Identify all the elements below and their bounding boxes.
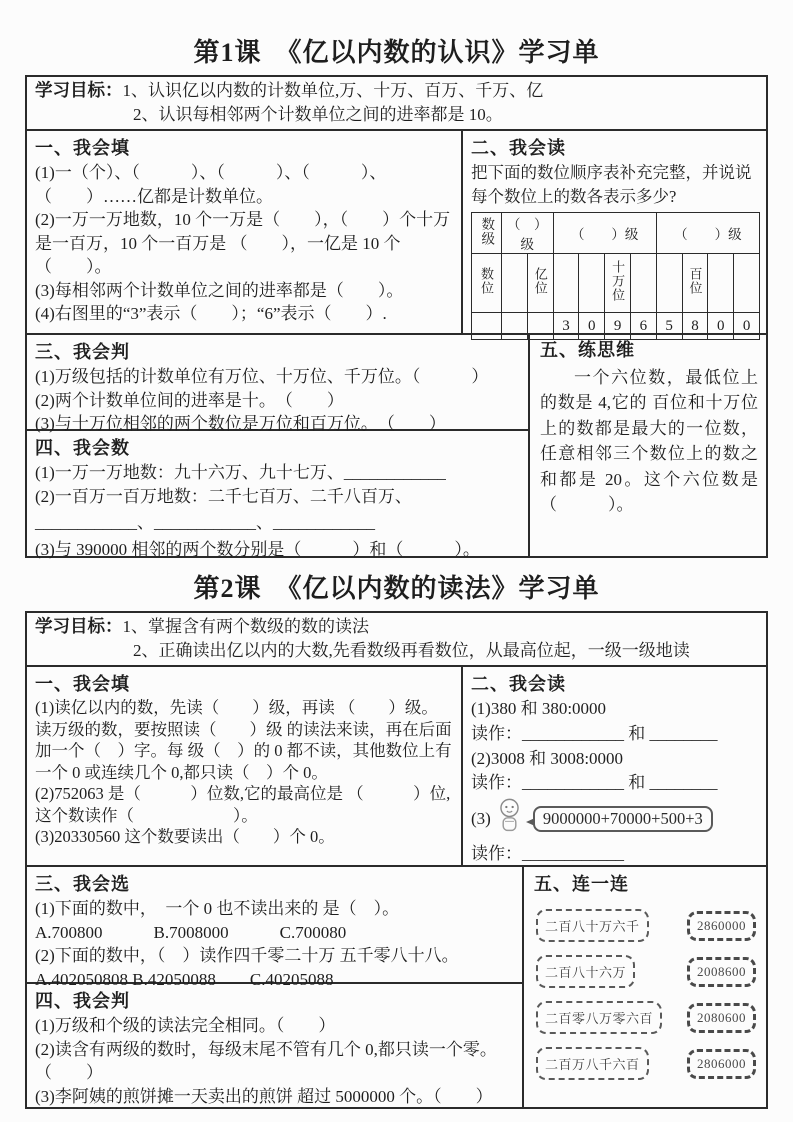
lesson2-left-column bbox=[27, 867, 524, 1107]
digit-cell: 9 bbox=[605, 313, 631, 340]
lesson1-section-read bbox=[463, 131, 766, 333]
choose-item: (1)下面的数中， 一个 0 也不读出来的 是（ ）。 bbox=[35, 899, 400, 918]
read-prompt: (1)380 和 380:0000 bbox=[471, 699, 607, 718]
read-prompt-bubble-row bbox=[471, 798, 760, 839]
lesson1-section-fill bbox=[27, 131, 463, 333]
read-intro: 把下面的数位顺序表补充完整，并说说每个数位上的数各表示多少? bbox=[471, 163, 752, 206]
goal-line bbox=[35, 79, 760, 103]
lesson2-section-choose bbox=[27, 867, 522, 989]
lesson2-title: 第2课 《亿以内数的读法》学习单 bbox=[193, 574, 600, 603]
match-row bbox=[536, 1001, 756, 1034]
count-item: (3)与 390000 相邻的两个数分别是（ ）和（ ）。 bbox=[35, 540, 480, 559]
lesson2-goals-box bbox=[25, 611, 768, 667]
lesson1-left-column bbox=[27, 335, 530, 559]
fill-item: (2)752063 是（ ）位数,它的最高位是 （ ）位,这个数读作（ ）。 bbox=[35, 784, 451, 825]
digit-cell: 0 bbox=[708, 313, 734, 340]
read-answer: 读作：____________ 和 ________ bbox=[471, 773, 718, 792]
match-number: 2008600 bbox=[687, 957, 756, 987]
match-number: 2806000 bbox=[687, 1049, 756, 1079]
fill-item: (3)20330560 这个数要读出（ ）个 0。 bbox=[35, 827, 335, 846]
position-cell bbox=[708, 254, 734, 313]
section-title: 三、我会判 bbox=[35, 342, 130, 362]
lesson1-row-bottom bbox=[27, 335, 766, 559]
level-cell: （ ）级 bbox=[502, 213, 554, 254]
fill-item: (1)读亿以内的数，先读（ ）级，再读 （ ）级。读万级的数，要按照读（ ）级 的读法来读，再在后面加一个（ ）字。每 级（ ）的 0 都不读，其他数位上有一个 0 或连续几个 0,都只读（ ）个 0。 bbox=[35, 698, 452, 782]
digit-cell: 0 bbox=[579, 313, 605, 340]
goal-text: 1、掌握含有两个数级的数的读法 bbox=[122, 617, 369, 636]
lesson1-grid bbox=[25, 131, 768, 558]
choose-item: (2)下面的数中，（ ）读作四千零二十万 五千零八十八。 bbox=[35, 946, 459, 965]
lesson1-title: 第1课 《亿以内数的认识》学习单 bbox=[193, 38, 600, 67]
section-title: 五、练思维 bbox=[540, 340, 635, 360]
table-corner-shuwei: 数位 bbox=[472, 254, 502, 313]
goals-label: 学习目标： bbox=[35, 616, 123, 636]
fill-item: (2)一万一万地数，10 个一万是（ ），（ ）个十万是一百万，10 个一百万是 （ ），一亿是 10 个（ ）。 bbox=[35, 210, 451, 276]
match-word: 二百八十六万 bbox=[536, 955, 635, 988]
lesson2-row-bottom bbox=[27, 867, 766, 1107]
think-text: 一个六位数，最低位上的数是 4,它的 百位和十万位上的数都是最大的一位数，任意相邻三个数位上的数之和都是 20。这个六位数是（ ）。 bbox=[540, 367, 758, 514]
judge-item: (1)万级包括的计数单位有万位、十万位、千万位。（ ） bbox=[35, 367, 489, 386]
lesson2-section-fill bbox=[27, 667, 463, 865]
fill-item: (3)每相邻两个计数单位之间的进率都是（ ）。 bbox=[35, 280, 404, 300]
lesson1-section-judge bbox=[27, 335, 528, 431]
match-word: 二百八十万六千 bbox=[536, 909, 649, 942]
section-title: 四、我会判 bbox=[35, 991, 130, 1011]
fill-item: (4)右图里的“3”表示（ ）；“6”表示（ ）. bbox=[35, 304, 387, 323]
match-word: 二百万八千六百 bbox=[536, 1047, 649, 1080]
count-item-blanks: ____________、____________、____________ bbox=[35, 513, 375, 532]
section-title: 五、连一连 bbox=[534, 874, 629, 894]
goal-text: 2、认识每相邻两个计数单位之间的进率都是 10。 bbox=[133, 104, 503, 124]
match-row bbox=[536, 909, 756, 942]
position-cell bbox=[656, 254, 682, 313]
section-title: 一、我会填 bbox=[35, 674, 130, 694]
section-title: 二、我会读 bbox=[471, 674, 566, 694]
position-cell: 亿位 bbox=[527, 254, 553, 313]
position-cell bbox=[502, 254, 528, 313]
worksheet-content bbox=[25, 28, 768, 1109]
match-number: 2860000 bbox=[687, 911, 756, 941]
read-answer: 读作：____________ bbox=[471, 844, 624, 863]
judge-item: (2)两个计数单位间的进率是十。 （ ） bbox=[35, 390, 344, 410]
section-title: 二、我会读 bbox=[471, 138, 566, 158]
match-row bbox=[536, 955, 756, 988]
table-corner-shuji: 数级 bbox=[472, 213, 502, 254]
match-word: 二百零八万零六百 bbox=[536, 1001, 662, 1034]
speech-bubble: 9000000+70000+500+3 bbox=[533, 806, 713, 832]
digit-cell: 5 bbox=[656, 313, 682, 340]
lesson-1 bbox=[25, 32, 768, 558]
lesson2-section-read bbox=[463, 667, 766, 865]
read-prompt: (2)3008 和 3008:0000 bbox=[471, 748, 624, 768]
digit-cell: 6 bbox=[630, 313, 656, 340]
level-cell: （ ）级 bbox=[553, 213, 656, 254]
lesson1-section-think bbox=[530, 335, 766, 556]
read-prompt: (3) bbox=[471, 808, 491, 828]
fill-item: (1)一（个）、（ ）、（ ）、（ ）、（ ）……亿都是计数单位。 bbox=[35, 163, 387, 206]
lesson2-section-match bbox=[524, 867, 766, 1107]
position-cell bbox=[630, 254, 656, 313]
lesson2-section-judge bbox=[27, 984, 522, 1108]
goals-label: 学习目标： bbox=[35, 80, 123, 100]
position-cell: 百位 bbox=[682, 254, 708, 313]
lesson1-section-count bbox=[27, 431, 528, 562]
choose-options: A.402050808 B.42050088 C.40205088 bbox=[35, 969, 334, 989]
judge-item: (1)万级和个级的读法完全相同。（ ） bbox=[35, 1016, 336, 1035]
lesson1-goals-box bbox=[25, 75, 768, 131]
judge-item: (3)与十万位相邻的两个数位是万位和百万位。 （ ） bbox=[35, 414, 446, 433]
lesson1-row-top bbox=[27, 131, 766, 335]
section-title: 一、我会填 bbox=[35, 138, 130, 158]
read-answer: 读作：____________ 和 ________ bbox=[471, 723, 718, 743]
lesson-2 bbox=[25, 568, 768, 1109]
count-item: (1)一万一万地数：九十六万、九十七万、____________ bbox=[35, 463, 446, 482]
table-position-row bbox=[472, 254, 760, 313]
position-cell: 十万位 bbox=[605, 254, 631, 313]
lesson2-row-top bbox=[27, 667, 766, 867]
digit-cell: 3 bbox=[553, 313, 579, 340]
digit-cell: 0 bbox=[734, 313, 760, 340]
child-figure-icon bbox=[496, 798, 523, 839]
judge-item: (3)李阿姨的煎饼摊一天卖出的煎饼 超过 5000000 个。（ ） bbox=[35, 1086, 493, 1106]
section-title: 三、我会选 bbox=[35, 874, 130, 894]
table-level-row bbox=[472, 213, 760, 254]
count-item: (2)一百万一百万地数：二千七百万、二千八百万、 bbox=[35, 486, 412, 506]
judge-item: (2)读含有两级的数时，每级末尾不管有几个 0,都只读一个零。（ ） bbox=[35, 1039, 497, 1082]
section-title: 四、我会数 bbox=[35, 438, 130, 458]
goal-text: 2、正确读出亿以内的大数,先看数级再看数位，从最高位起，一级一级地读 bbox=[133, 640, 690, 660]
lesson2-grid bbox=[25, 667, 768, 1109]
digit-cell: 8 bbox=[682, 313, 708, 340]
position-cell bbox=[579, 254, 605, 313]
level-cell: （ ）级 bbox=[656, 213, 759, 254]
goal-line bbox=[35, 615, 760, 639]
match-row bbox=[536, 1047, 756, 1080]
goal-text: 1、认识亿以内数的计数单位,万、十万、百万、千万、亿 bbox=[122, 81, 544, 100]
position-cell bbox=[734, 254, 760, 313]
match-list bbox=[534, 909, 758, 1080]
match-number: 2080600 bbox=[687, 1003, 756, 1033]
choose-options: A.700800 B.7008000 C.700080 bbox=[35, 922, 347, 942]
place-value-table bbox=[471, 212, 760, 340]
position-cell bbox=[553, 254, 579, 313]
